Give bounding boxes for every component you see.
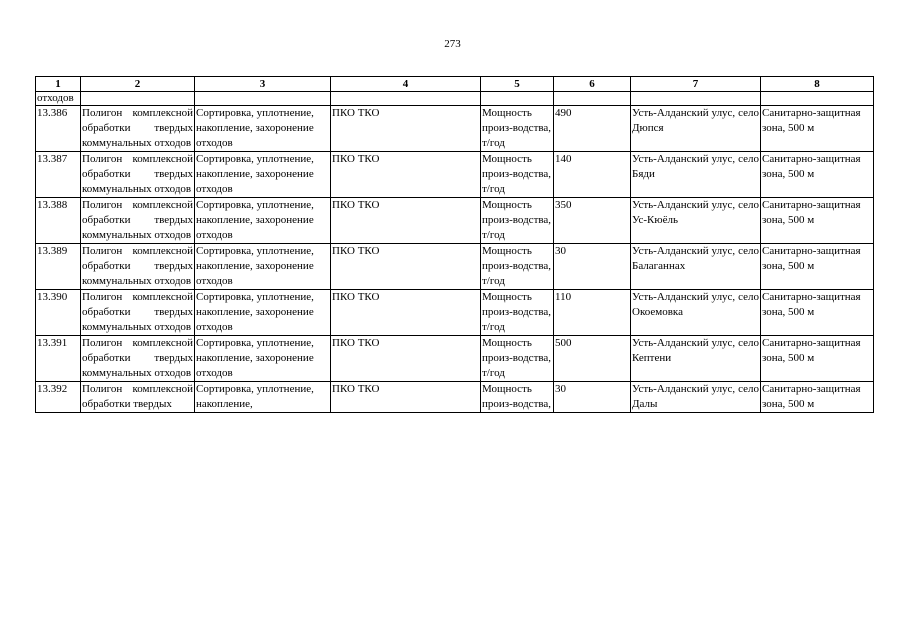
object-type-cell: ПКО ТКО: [331, 106, 481, 152]
object-type-cell: ПКО ТКО: [331, 382, 481, 413]
object-type-cell: ПКО ТКО: [331, 198, 481, 244]
table-row: [36, 244, 874, 290]
operations-cell: Сортировка, уплотнение, накопление,: [195, 382, 331, 413]
object-type-cell: ПКО ТКО: [331, 244, 481, 290]
capacity-label-cell: Мощность произ-водства, т/год: [481, 290, 554, 336]
column-header: 1: [36, 77, 81, 92]
row-number-cell: 13.390: [36, 290, 81, 336]
zone-cell: Санитарно-защитная зона, 500 м: [761, 336, 874, 382]
capacity-label-cell: Мощность произ-водства, т/год: [481, 152, 554, 198]
operations-cell: Сортировка, уплотнение, накопление, захоронение отходов: [195, 244, 331, 290]
operations-cell: Сортировка, уплотнение, накопление, захоронение отходов: [195, 198, 331, 244]
zone-cell: Санитарно-защитная зона, 500 м: [761, 244, 874, 290]
object-type-cell: ПКО ТКО: [331, 152, 481, 198]
object-name-cell: Полигон комплексной обработки твердых коммунальных отходов: [81, 198, 195, 244]
object-type-cell: ПКО ТКО: [331, 336, 481, 382]
table-row: [36, 152, 874, 198]
zone-cell: Санитарно-защитная зона, 500 м: [761, 198, 874, 244]
column-header: 6: [554, 77, 631, 92]
column-header: 8: [761, 77, 874, 92]
row-number-cell: 13.388: [36, 198, 81, 244]
location-cell: Усть-Алданский улус, село Окоемовка: [631, 290, 761, 336]
table-row: [36, 106, 874, 152]
row-number-cell: 13.386: [36, 106, 81, 152]
table-cell: отходов: [36, 92, 81, 106]
column-header: 4: [331, 77, 481, 92]
row-number-cell: 13.387: [36, 152, 81, 198]
column-header: 5: [481, 77, 554, 92]
capacity-label-cell: Мощность произ-водства, т/год: [481, 244, 554, 290]
capacity-value-cell: 110: [554, 290, 631, 336]
register-table: [35, 76, 874, 413]
table-row: [36, 336, 874, 382]
table-row: [36, 198, 874, 244]
capacity-value-cell: 500: [554, 336, 631, 382]
table-cell: [554, 92, 631, 106]
table-cell: [81, 92, 195, 106]
location-cell: Усть-Алданский улус, село Кептени: [631, 336, 761, 382]
location-cell: Усть-Алданский улус, село Дюпся: [631, 106, 761, 152]
capacity-value-cell: 490: [554, 106, 631, 152]
capacity-label-cell: Мощность произ-водства, т/год: [481, 106, 554, 152]
capacity-value-cell: 30: [554, 382, 631, 413]
object-name-cell: Полигон комплексной обработки твердых коммунальных отходов: [81, 106, 195, 152]
capacity-value-cell: 350: [554, 198, 631, 244]
capacity-label-cell: Мощность произ-водства, т/год: [481, 198, 554, 244]
table-cell: [631, 92, 761, 106]
location-cell: Усть-Алданский улус, село Балаганнах: [631, 244, 761, 290]
zone-cell: Санитарно-защитная зона, 500 м: [761, 106, 874, 152]
continuation-row: [36, 92, 874, 106]
page-number: 273: [444, 38, 461, 50]
operations-cell: Сортировка, уплотнение, накопление, захоронение отходов: [195, 152, 331, 198]
location-cell: Усть-Алданский улус, село Бяди: [631, 152, 761, 198]
table-cell: [481, 92, 554, 106]
row-number-cell: 13.392: [36, 382, 81, 413]
object-name-cell: Полигон комплексной обработки твердых коммунальных отходов: [81, 290, 195, 336]
table-cell: [761, 92, 874, 106]
object-name-cell: Полигон комплексной обработки твердых: [81, 382, 195, 413]
zone-cell: Санитарно-защитная зона, 500 м: [761, 152, 874, 198]
operations-cell: Сортировка, уплотнение, накопление, захоронение отходов: [195, 106, 331, 152]
object-name-cell: Полигон комплексной обработки твердых коммунальных отходов: [81, 244, 195, 290]
table-cell: [331, 92, 481, 106]
row-number-cell: 13.391: [36, 336, 81, 382]
zone-cell: Санитарно-защитная зона, 500 м: [761, 290, 874, 336]
column-header: 2: [81, 77, 195, 92]
operations-cell: Сортировка, уплотнение, накопление, захоронение отходов: [195, 290, 331, 336]
column-header: 7: [631, 77, 761, 92]
row-number-cell: 13.389: [36, 244, 81, 290]
location-cell: Усть-Алданский улус, село Далы: [631, 382, 761, 413]
zone-cell: Санитарно-защитная зона, 500 м: [761, 382, 874, 413]
object-name-cell: Полигон комплексной обработки твердых коммунальных отходов: [81, 152, 195, 198]
object-type-cell: ПКО ТКО: [331, 290, 481, 336]
capacity-value-cell: 140: [554, 152, 631, 198]
table-row: [36, 382, 874, 413]
header-row: [36, 77, 874, 92]
capacity-label-cell: Мощность произ-водства,: [481, 382, 554, 413]
operations-cell: Сортировка, уплотнение, накопление, захоронение отходов: [195, 336, 331, 382]
capacity-value-cell: 30: [554, 244, 631, 290]
capacity-label-cell: Мощность произ-водства, т/год: [481, 336, 554, 382]
table-cell: [195, 92, 331, 106]
table-row: [36, 290, 874, 336]
column-header: 3: [195, 77, 331, 92]
location-cell: Усть-Алданский улус, село Ус-Кюёль: [631, 198, 761, 244]
object-name-cell: Полигон комплексной обработки твердых коммунальных отходов: [81, 336, 195, 382]
